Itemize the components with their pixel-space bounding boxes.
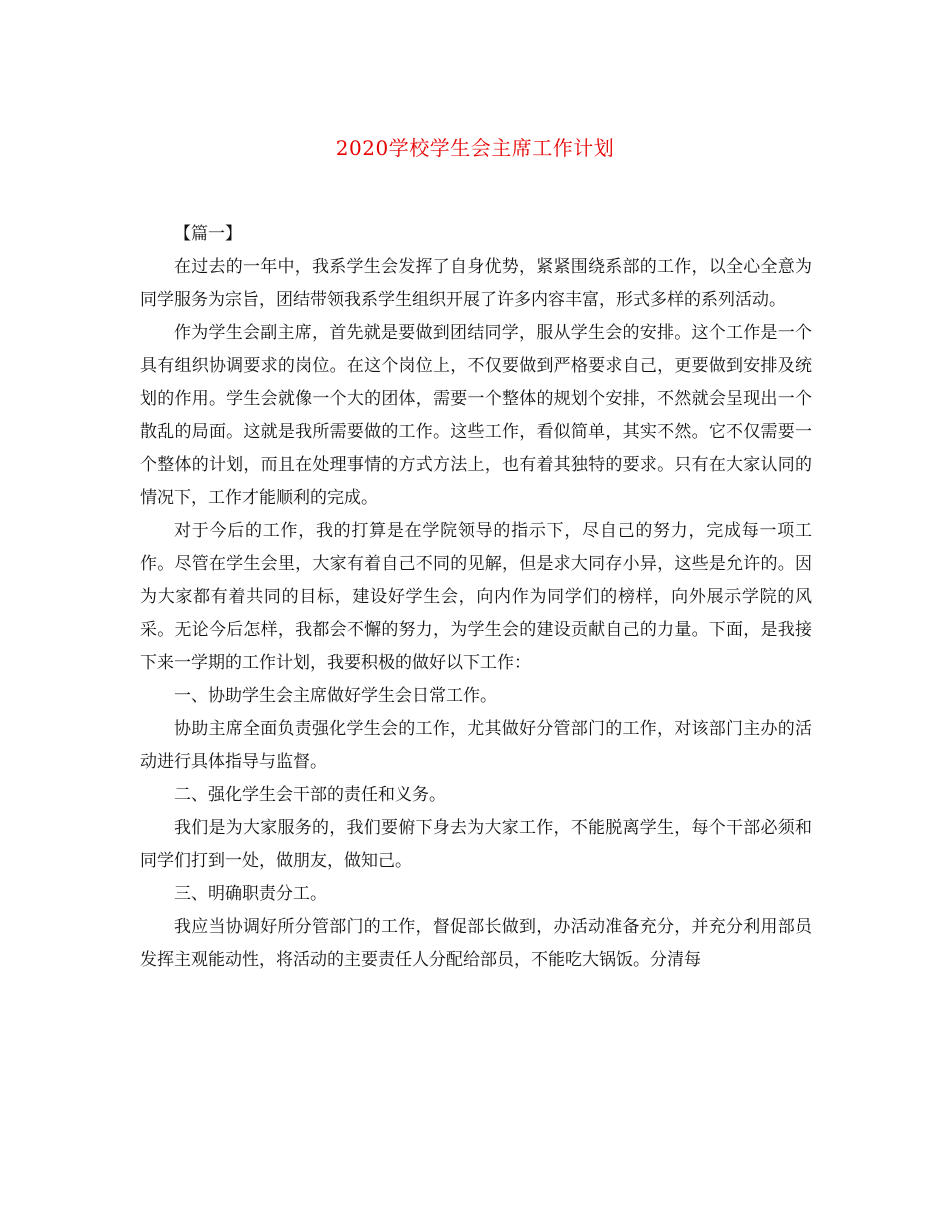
document-title: 2020学校学生会主席工作计划 xyxy=(335,136,615,160)
paragraph-1: 在过去的一年中，我系学生会发挥了自身优势，紧紧围绕系部的工作，以全心全意为同学服务为宗旨，团结带领我系学生组织开展了许多内容丰富，形式多样的系列活动。 xyxy=(140,257,812,310)
heading-3: 三、明确职责分工。 xyxy=(174,884,327,904)
paragraph-5: 我们是为大家服务的，我们要俯下身去为大家工作，不能脱离学生，每个干部必须和同学们打到一处，做朋友，做知己。 xyxy=(140,818,812,871)
section-label: 【篇一】 xyxy=(174,224,242,244)
paragraph-6: 我应当协调好所分管部门的工作，督促部长做到，办活动准备充分，并充分利用部员发挥主观能动性，将活动的主要责任人分配给部员，不能吃大锅饭。分清每 xyxy=(140,917,812,970)
paragraph-2: 作为学生会副主席，首先就是要做到团结同学，服从学生会的安排。这个工作是一个具有组织协调要求的岗位。在这个岗位上，不仅要做到严格要求自己，更要做到安排及统划的作用。学生会就像一个大的团体，需要一个整体的规划个安排，不然就会呈现出一个散乱的局面。这就是我所需要做的工作。这些工作，看似简单，其实不然。它不仅需要一个整体的计划，而且在处理事情的方式方法上，也有着其独特的要求。只有在大家认同的情况下，工作才能顺利的完成。 xyxy=(140,323,812,508)
paragraph-3: 对于今后的工作，我的打算是在学院领导的指示下，尽自己的努力，完成每一项工作。尽管在学生会里，大家有着自己不同的见解，但是求大同存小异，这些是允许的。因为大家都有着共同的目标，建设好学生会，向内作为同学们的榜样，向外展示学院的风采。无论今后怎样，我都会不懈的努力，为学生会的建设贡献自己的力量。下面，是我接下来一学期的工作计划，我要积极的做好以下工作： xyxy=(140,521,812,673)
document-body xyxy=(140,218,812,977)
heading-1: 一、协助学生会主席做好学生会日常工作。 xyxy=(174,686,497,706)
paragraph-4: 协助主席全面负责强化学生会的工作，尤其做好分管部门的工作，对该部门主办的活动进行具体指导与监督。 xyxy=(140,719,812,772)
heading-2: 二、强化学生会干部的责任和义务。 xyxy=(174,785,446,805)
